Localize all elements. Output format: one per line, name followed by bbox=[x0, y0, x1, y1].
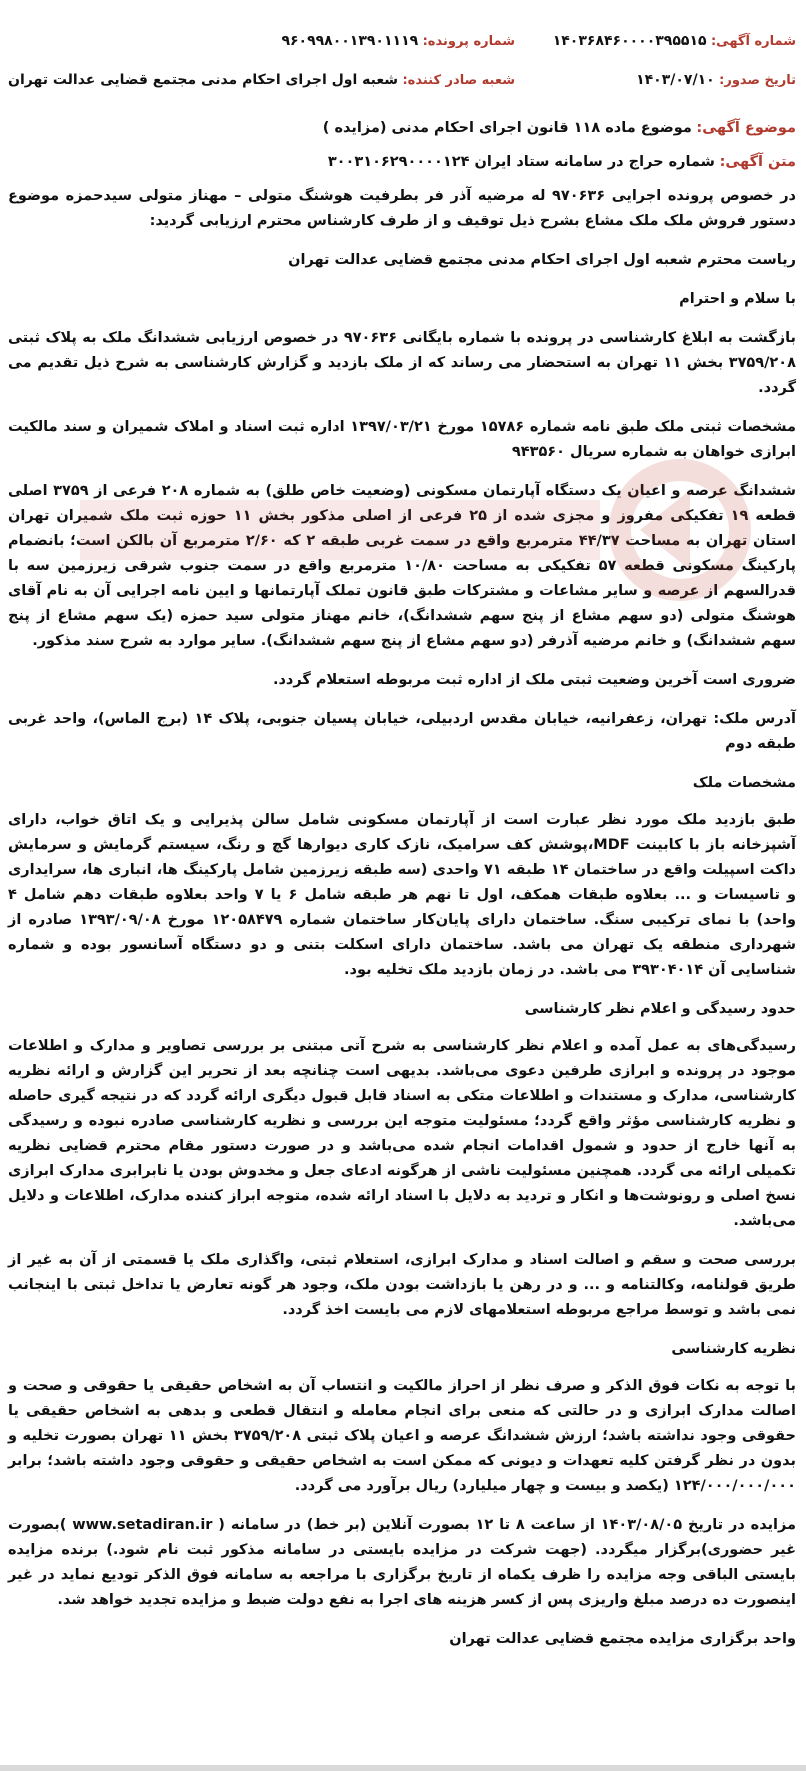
paragraph-address: آدرس ملک: تهران، زعفرانیه، خیابان مقدس اردبیلی، خیابان پسیان جنوبی، پلاک ۱۴ (برج الماس)، واحد غربی طبقه دوم bbox=[8, 711, 796, 752]
case-number-row bbox=[8, 30, 515, 53]
paragraph-greeting: با سلام و احترام bbox=[679, 291, 796, 307]
paragraph-scope: رسیدگی‌های به عمل آمده و اعلام نظر کارشناسی به شرح آتی مبتنی بر بررسی تصاویر و مدارک و اطلاعات موجود در پرونده و ابرازی طرفین دعوی می‌باشد. بدیهی است چنانچه بعد از تحریر این گزارش و ارائه نظریه کارشناسی، مدارک و مستندات و اطلاعات متکی به اسناد قابل قبول دیگری ارائه گردد که در نتیجه گیری حاصله و نظریه کارشناسی مؤثر واقع گردد؛ مسئولیت متوجه این بررسی و نظریه کارشناسی صادره نبوده و رسیدگی به آنها خارج از حدود و شمول اقدامات انجام شده می‌باشد و در صورت دستور مقام محترم قضایی نظریه تکمیلی ارائه می گردد. همچنین مسئولیت ناشی از هرگونه ادعای جعل و مخدوش بودن یا نابرابری مدارک ابرازی نسخ اصلی و رونوشت‌ها و انکار و تردید به دلایل با اسناد ارائه شده، متوجه ابراز کننده مدارک، اطلاعات و دلایل می‌باشد. bbox=[8, 1038, 796, 1229]
subject: موضوع ماده ۱۱۸ قانون اجرای احکام مدنی (مزایده ) bbox=[322, 120, 692, 136]
issuing-branch-label: شعبه صادر کننده: bbox=[402, 73, 515, 88]
body-title: شماره حراج در سامانه ستاد ایران ۳۰۰۳۱۰۶۲۹۰۰۰۰۱۲۴ bbox=[327, 154, 715, 170]
paragraph-signature: واحد برگزاری مزایده مجتمع قضایی عدالت تهران bbox=[449, 1631, 796, 1647]
notice-meta bbox=[8, 30, 796, 92]
subject-label: موضوع آگهی: bbox=[696, 120, 796, 136]
issue-date: ۱۴۰۳/۰۷/۱۰ bbox=[636, 72, 715, 88]
heading-expert-opinion: نظریه کارشناسی bbox=[671, 1341, 796, 1357]
issue-date-row bbox=[545, 69, 796, 92]
ad-number-row bbox=[545, 30, 796, 53]
ad-number-label: شماره آگهی: bbox=[710, 34, 796, 49]
paragraph-verification: بررسی صحت و سقم و اصالت اسناد و مدارک ابرازی، استعلام ثبتی، واگذاری ملک یا قسمتی از آن به غیر از طریق قولنامه، وکالتنامه و ... و در رهن یا بازداشت بودن ملک، وجود هر گونه تعارض یا تداخل ثبتی با اینجانب نمی باشد و توسط مراجع مربوطه استعلامهای لازم می بایست اخذ گردد. bbox=[8, 1252, 796, 1318]
ad-number: ۱۴۰۳۶۸۴۶۰۰۰۰۳۹۵۵۱۵ bbox=[552, 33, 707, 49]
paragraph-ownership: ششدانگ عرصه و اعیان یک دستگاه آپارتمان مسکونی (وضعیت خاص طلق) به شماره ۲۰۸ فرعی از ۳۷۵۹ اصلی قطعه ۱۹ تفکیکی مفروز و مجزی شده از ۲۵ فرعی از اصلی مذکور بخش ۱۱ حوزه ثبت ملک شمیران تهران استان تهران به مساحت ۴۴/۳۷ مترمربع واقع در سمت غربی طبقه ۲ که ۲/۶۰ مترمربع آن بالکن است؛ بانضمام پارکینگ مسکونی قطعه ۵۷ تفکیکی به مساحت ۱۰/۸۰ مترمربع واقع در سمت جنوب شرقی زیرزمین سه با قدرالسهم از عرصه و سایر مشاعات و مشترکات طبق قانون تملک آپارتمانها و ایین نامه اجرایی آن به نام آقای هوشنگ متولی (دو سهم مشاع از پنج سهم ششدانگ)، خانم مهناز متولی سید حمزه (یک سهم مشاع از پنج سهم ششدانگ) و خانم مرضیه آذرفر (دو سهم مشاع از پنج سهم ششدانگ). سایر موارد به شرح سند مذکور. bbox=[8, 483, 796, 649]
paragraph-return: بازگشت به ابلاغ کارشناسی در پرونده با شماره بایگانی ۹۷۰۶۳۶ در خصوص ارزیابی ششدانگ ملک به پلاک ثبتی ۳۷۵۹/۲۰۸ بخش ۱۱ تهران به استحضار می رساند که از ملک بازدید و گزارش کارشناسی به شرح ذیل تقدیم می گردد. bbox=[8, 330, 796, 396]
issuing-branch: شعبه اول اجرای احکام مدنی مجتمع قضایی عدالت تهران bbox=[8, 72, 399, 88]
heading-scope: حدود رسیدگی و اعلام نظر کارشناسی bbox=[524, 1001, 796, 1017]
issuing-branch-row bbox=[8, 69, 515, 92]
issue-date-label: تاریخ صدور: bbox=[719, 73, 796, 88]
body-title-row bbox=[8, 150, 796, 174]
paragraph-intro: در خصوص پرونده اجرایی ۹۷۰۶۳۶ له مرضیه آذر فر بطرفیت هوشنگ متولی – مهناز متولی سیدحمزه موضوع دستور فروش ملک ملک مشاع بشرح ذیل توقیف و از طرف کارشناس محترم ارزیابی گردید: bbox=[8, 188, 796, 229]
paragraph-auction: مزایده در تاریخ ۱۴۰۳/۰۸/۰۵ از ساعت ۸ تا ۱۲ بصورت آنلاین (بر خط) در سامانه ( www.setadiran.ir )بصورت غیر حضوری)برگزار میگردد. (جهت شرکت در مزایده بایستی در سامانه مذکور ثبت نام شود.) برنده مزایده بایستی الباقی وجه مزایده را ظرف یکماه از تاریخ برگزاری با مراجعه به سامانه فوق الذکر تودیع نماید در غیر اینصورت ده درصد مبلغ واریزی پس از کسر هزینه های اجرا به نفع دولت ضبط و مزایده تجدید خواهد شد. bbox=[8, 1517, 796, 1608]
heading-property-specs: مشخصات ملک bbox=[692, 775, 796, 791]
case-number-label: شماره پرونده: bbox=[422, 34, 515, 49]
paragraph-expert-opinion: با توجه به نکات فوق الذکر و صرف نظر از احراز مالکیت و انتساب آن به اشخاص حقیقی یا حقوقی و صحت و اصالت مدارک ابرازی و در حالتی که منعی برای انجام معامله و انتقال قطعی و بدهی به اشخاص حقیقی یا حقوقی وجود نداشته باشد؛ ارزش ششدانگ عرصه و اعیان پلاک ثبتی ۳۷۵۹/۲۰۸ بخش ۱۱ تهران بصورت تخلیه و بدون در نظر گرفتن کلیه تعهدات و دیونی که ممکن است به اشخاص حقیقی و حقوقی وجود داشته باشد؛ برابر ۱۲۴/۰۰۰/۰۰۰/۰۰۰ (یکصد و بیست و چهار میلیارد) ریال برآورد می گردد. bbox=[8, 1378, 797, 1494]
paragraph-addressee: ریاست محترم شعبه اول اجرای احکام مدنی مجتمع قضایی عدالت تهران bbox=[288, 252, 796, 268]
case-number: ۹۶۰۹۹۸۰۰۱۳۹۰۱۱۱۹ bbox=[281, 33, 419, 49]
footer-bar bbox=[0, 1765, 806, 1771]
paragraph-registry: مشخصات ثبتی ملک طبق نامه شماره ۱۵۷۸۶ مورخ ۱۳۹۷/۰۳/۲۱ اداره ثبت اسناد و املاک شمیران و سند مالکیت ابرازی خواهان به شماره سریال ۹۴۳۵۶۰ bbox=[8, 419, 797, 460]
paragraph-inquiry: ضروری است آخرین وضعیت ثبتی ملک از اداره ثبت مربوطه استعلام گردد. bbox=[272, 672, 796, 688]
paragraph-property-specs: طبق بازدید ملک مورد نظر عبارت است از آپارتمان مسکونی شامل سالن پذیرایی و یک اتاق خواب، دارای آشپزخانه باز با کابینت MDF،پوشش کف سرامیک، نازک کاری دیوارها گچ و رنگ، سیستم گرمایش و سرمایش داکت اسپیلت واقع در ساختمان ۱۴ طبقه ۷۱ واحدی (سه طبقه زیرزمین شامل پارکینگ ها، انباری ها، سرایداری و تاسیسات و ... بعلاوه طبقات همکف، اول تا نهم هر طبقه شامل ۶ یا ۷ واحد بعلاوه طبقات دهم شامل ۴ واحد) با نمای ترکیبی سنگ. ساختمان دارای پایان‌کار ساختمان شماره ۱۲۰۵۸۴۷۹ مورخ ۱۳۹۳/۰۹/۰۸ صادره از شهرداری منطقه یک تهران می باشد. ساختمان دارای اسکلت بتنی و دو دستگاه آسانسور بوده و شماره شناسایی آن ۳۹۳۰۴۰۱۴ می باشد. در زمان بازدید ملک تخلیه بود. bbox=[8, 812, 796, 978]
subject-row bbox=[8, 116, 796, 140]
body-label: متن آگهی: bbox=[719, 154, 796, 170]
